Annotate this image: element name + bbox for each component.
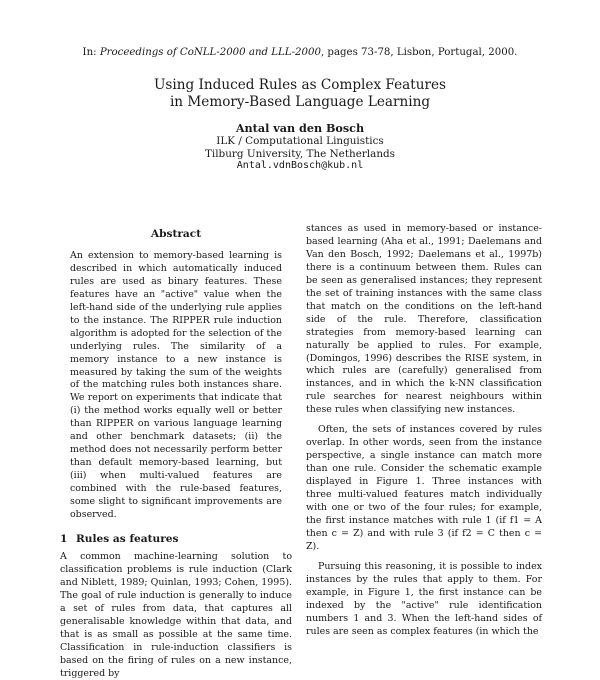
author-name: Antal van den Bosch — [235, 121, 365, 135]
venue-proceedings: Proceedings of CoNLL-2000 and LLL-2000 — [99, 47, 321, 58]
title-line-1: Using Induced Rules as Complex Features — [153, 77, 447, 93]
author-institution: Tilburg University, The Netherlands — [204, 147, 396, 160]
title-line-2: in Memory-Based Language Learning — [169, 94, 431, 110]
section-1-heading — [60, 533, 292, 546]
left-column — [60, 228, 292, 680]
venue-prefix: In: — [82, 47, 100, 58]
section-1-text: A common machine-learning solution to classification problems is rule induction (Clark and Niblett, 1989; Quinlan, 1993; Cohen, 1995). The goal of rule induction is generally to induce a set of rules from data, that captures all generalisable knowledge within that data, and that is as small as possible at the same time. Classification in rule-induction classifiers is based on the firing of rules on a new instance, triggered by — [60, 550, 292, 679]
author-block — [60, 122, 540, 173]
right-paragraph-2: Often, the sets of instances covered by rules overlap. In other words, seen from the instance perspective, a single instance can match more than one rule. Consider the schematic example displayed in Figure 1. Three instances with three multi-valued features match individually with one or two of the four rules; for example, the first instance matches with rule 1 (if f1 = A then c = Z) and with rule 3 (if f2 = C then c = Z). — [306, 424, 542, 552]
paper-title — [60, 77, 540, 111]
right-column — [306, 223, 542, 639]
abstract-heading: Abstract — [150, 228, 202, 240]
author-email: Antal.vdnBosch@kub.nl — [236, 160, 364, 172]
right-paragraph-3: Pursuing this reasoning, it is possible to index instances by the rules that apply to them. For example, in Figure 1, the first instance can be indexed by the "active" rule identification numbers 1 and 3. When the left-hand sides of rules are seen as complex features (in which the — [306, 560, 542, 637]
section-1-number: 1 — [60, 532, 68, 545]
venue-line — [60, 47, 540, 58]
right-paragraph-1: stances as used in memory-based or instance-based learning (Aha et al., 1991; Daelemans and Van den Bosch, 1992; Daelemans et al., 1997b) there is a continuum between them. Rules can be seen as generalised instances; they represent the set of training instances with the same class that match on the conditions on the left-hand side of the rule. Therefore, classification strategies from memory-based learning can naturally be applied to rules. For example, (Domingos, 1996) describes the RISE system, in which rules are (carefully) generalised from instances, and in which the k-NN classification rule searches for nearest neighbours within these rules when classifying new instances. — [306, 223, 542, 416]
venue-suffix: , pages 73-78, Lisbon, Portugal, 2000. — [320, 47, 518, 58]
abstract-text: An extension to memory-based learning is described in which automatically induced rules are used as binary features. These features have an "active" value when the left-hand side of the underlying rule applies to the instance. The RIPPER rule induction algorithm is adopted for the selection of the underlying rules. The similarity of a memory instance to a new instance is measured by taking the sum of the weights of the matching rules both instances share. We report on experiments that indicate that (i) the method works equally well or better than RIPPER on various language learning and other benchmark datasets; (ii) the method does not necessarily perform better than default memory-based learning, but (iii) when multi-valued features are combined with the rule-based features, some slight to significant improvements are observed. — [70, 249, 282, 521]
author-affiliation: ILK / Computational Linguistics — [216, 134, 384, 147]
section-1-title: Rules as features — [76, 532, 179, 545]
